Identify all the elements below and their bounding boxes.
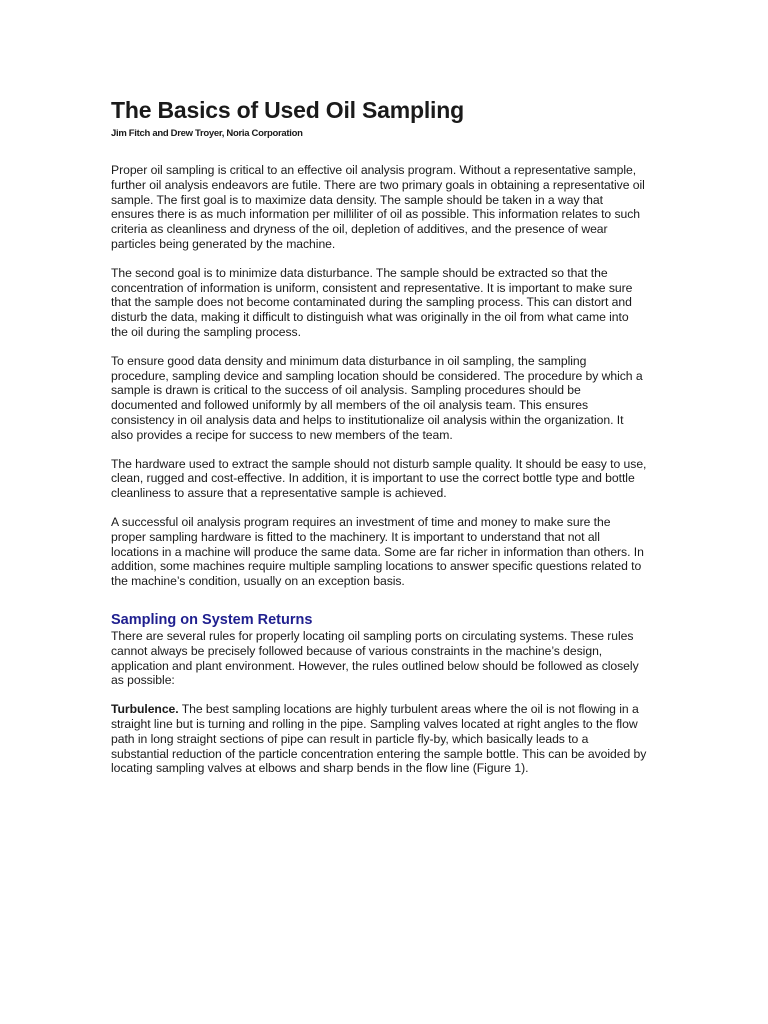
paragraph-4: The hardware used to extract the sample should not disturb sample quality. It should be easy to use, clean, rugged and cost-effective. In addition, it is important to use the correct bottle type and bottle cleanliness to assure that a representative sample is achieved. [111,456,647,501]
paragraph-5: A successful oil analysis program requires an investment of time and money to make sure the proper sampling hardware is fitted to the machinery. It is important to understand that not all locations in a machine will produce the same data. Some are far richer in information than others. In addition, some machines require multiple sampling locations to answer specific questions related to the machine’s condition, usually on an exception basis. [111,514,644,589]
section-heading: Sampling on System Returns [111,611,313,628]
turbulence-text: The best sampling locations are highly turbulent areas where the oil is not flowing in a straight line but is turning and rolling in the pipe. Sampling valves located at right angles to the flow path in long straight sections of pipe can result in particle fly-by, which basically leads to a substantial reduction of the particle concentration entering the sample bottle. This can be avoided by locating sampling valves at elbows and sharp bends in the flow line (Figure 1). [111,702,647,776]
section-intro: There are several rules for properly locating oil sampling ports on circulating systems. These rules cannot always be precisely followed because of various constraints in the machine’s design, application and plant environment. However, the rules outlined below should be followed as closely as possible: [111,628,639,688]
article-title: The Basics of Used Oil Sampling [111,97,464,123]
turbulence-lead: Turbulence. [111,702,179,717]
paragraph-3: To ensure good data density and minimum data disturbance in oil sampling, the sampling procedure, sampling device and sampling location should be considered. The procedure by which a sample is drawn is critical to the success of oil analysis. Sampling procedures should be documented and followed uniformly by all members of the oil analysis team. This ensures consistency in oil analysis data and helps to institutionalize oil analysis within the organization. It also provides a recipe for success to new members of the team. [111,353,643,442]
article-byline: Jim Fitch and Drew Troyer, Noria Corporation [111,128,303,139]
turbulence-paragraph [111,702,647,776]
paragraph-2: The second goal is to minimize data disturbance. The sample should be extracted so that the concentration of information is uniform, consistent and representative. It is important to make sure that the sample does not become contaminated during the sampling process. This can distort and disturb the data, making it difficult to distinguish what was originally in the oil from what came into the oil during the sampling process. [111,265,633,339]
paragraph-1: Proper oil sampling is critical to an effective oil analysis program. Without a representative sample, further oil analysis endeavors are futile. There are two primary goals in obtaining a representative oil sample. The first goal is to maximize data density. The sample should be taken in a way that ensures there is as much information per milliliter of oil as possible. This information relates to such criteria as cleanliness and dryness of the oil, depletion of additives, and the presence of wear particles being generated by the machine. [111,163,645,251]
article [111,96,647,776]
